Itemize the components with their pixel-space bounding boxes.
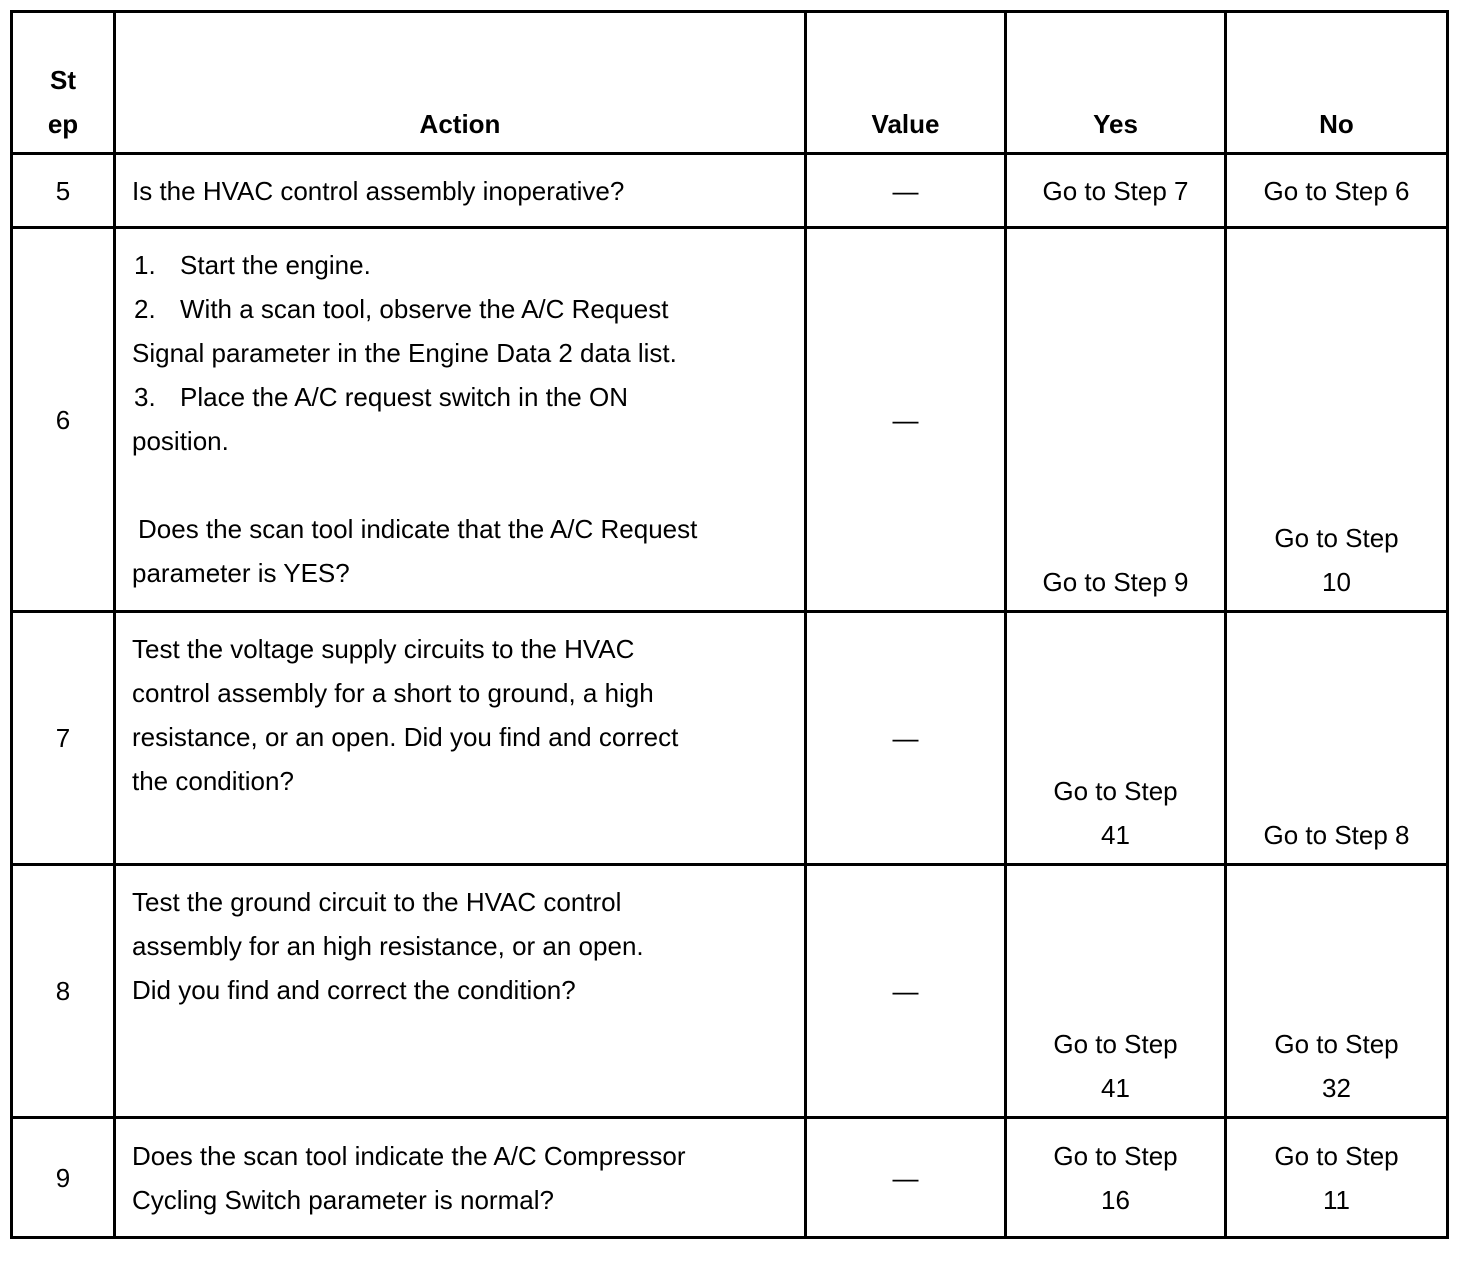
header-row xyxy=(12,12,1448,154)
table-row xyxy=(12,612,1448,865)
header-no: No xyxy=(1226,12,1448,154)
no-link[interactable]: Go to Step 8 xyxy=(1226,612,1448,865)
no-link[interactable]: Go to Step 11 xyxy=(1226,1118,1448,1238)
yes-link[interactable]: Go to Step 9 xyxy=(1006,228,1226,612)
list-item-continuation: position. xyxy=(132,426,229,456)
action-text xyxy=(115,228,806,612)
step-number: 7 xyxy=(12,612,115,865)
table-row xyxy=(12,154,1448,228)
list-item: 2. With a scan tool, observe the A/C Request xyxy=(134,294,669,324)
value-cell: — xyxy=(806,228,1006,612)
list-item: 3. Place the A/C request switch in the ON xyxy=(134,382,628,412)
header-value: Value xyxy=(806,12,1006,154)
no-link[interactable]: Go to Step 6 xyxy=(1226,154,1448,228)
table-row xyxy=(12,228,1448,612)
header-step: St ep xyxy=(12,12,115,154)
question-text: Does the scan tool indicate that the A/C Request xyxy=(138,514,698,544)
step-number: 9 xyxy=(12,1118,115,1238)
step-number: 6 xyxy=(12,228,115,612)
value-cell: — xyxy=(806,612,1006,865)
table-row xyxy=(12,1118,1448,1238)
table-row xyxy=(12,865,1448,1118)
list-item-continuation: Signal parameter in the Engine Data 2 data list. xyxy=(132,338,677,368)
action-text: Test the ground circuit to the HVAC control assembly for an high resistance, or an open. Did you find and correct the condition? xyxy=(115,865,806,1118)
value-cell: — xyxy=(806,865,1006,1118)
value-cell: — xyxy=(806,154,1006,228)
yes-link[interactable]: Go to Step 41 xyxy=(1006,612,1226,865)
diagnostic-table xyxy=(10,10,1449,1239)
yes-link[interactable]: Go to Step 41 xyxy=(1006,865,1226,1118)
action-text: Does the scan tool indicate the A/C Compressor Cycling Switch parameter is normal? xyxy=(115,1118,806,1238)
header-yes: Yes xyxy=(1006,12,1226,154)
list-item: 1. Start the engine. xyxy=(134,250,371,280)
yes-link[interactable]: Go to Step 16 xyxy=(1006,1118,1226,1238)
yes-link[interactable]: Go to Step 7 xyxy=(1006,154,1226,228)
question-text: parameter is YES? xyxy=(132,558,350,588)
no-link[interactable]: Go to Step 10 xyxy=(1226,228,1448,612)
action-text: Test the voltage supply circuits to the HVAC control assembly for a short to ground, a high resistance, or an open. Did you find and correct the condition? xyxy=(115,612,806,865)
value-cell: — xyxy=(806,1118,1006,1238)
no-link[interactable]: Go to Step 32 xyxy=(1226,865,1448,1118)
step-number: 5 xyxy=(12,154,115,228)
header-action: Action xyxy=(115,12,806,154)
action-text: Is the HVAC control assembly inoperative? xyxy=(115,154,806,228)
step-number: 8 xyxy=(12,865,115,1118)
